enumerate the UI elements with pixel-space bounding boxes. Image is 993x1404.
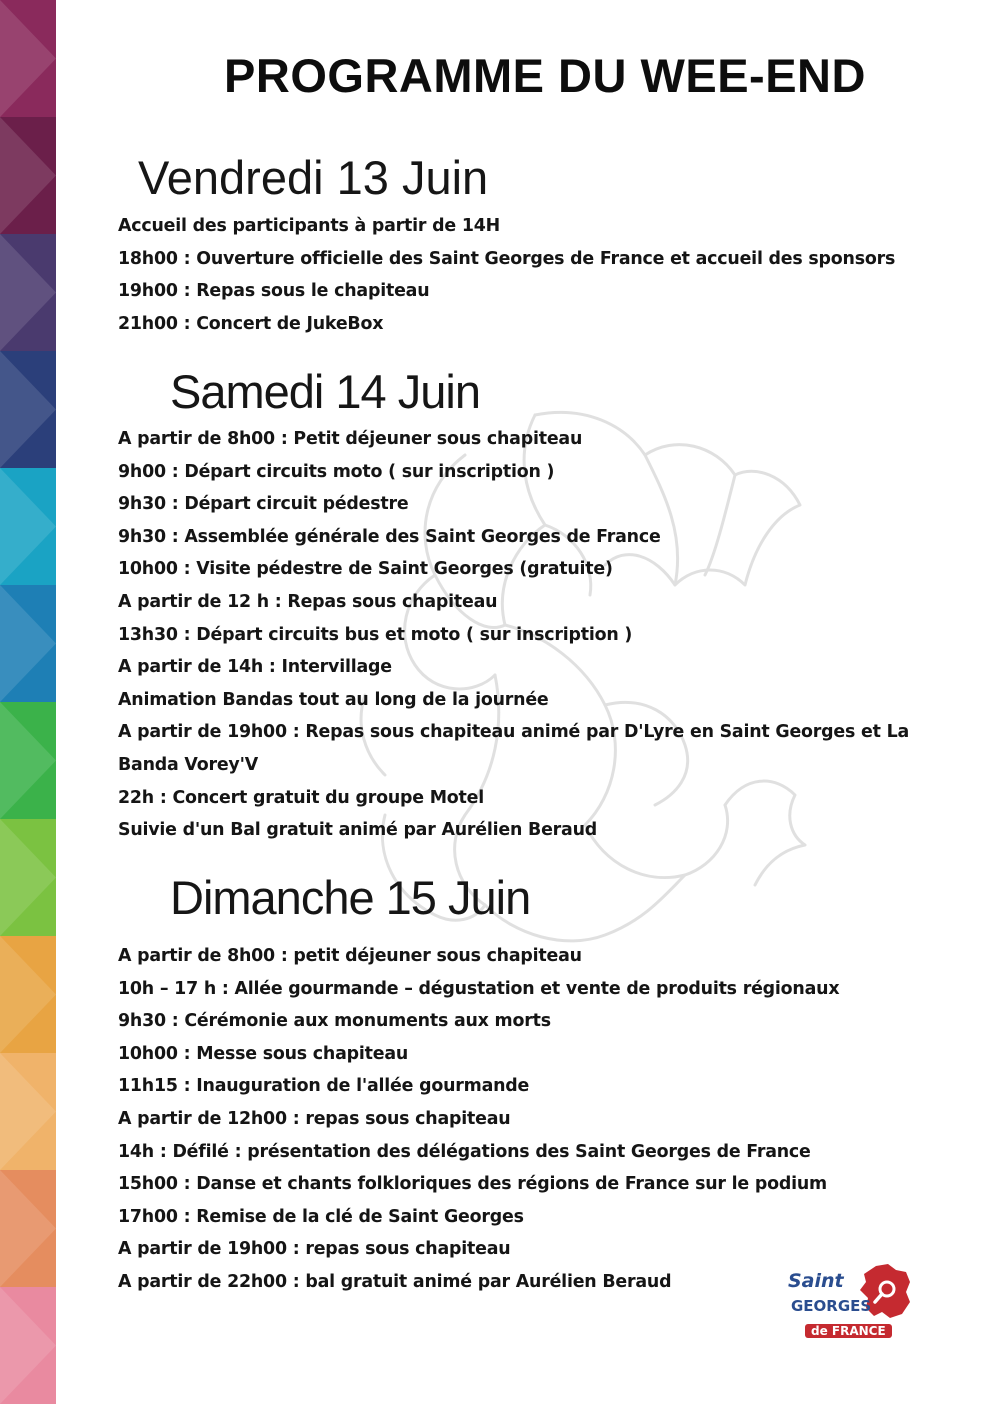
schedule-item: A partir de 14h : Intervillage — [118, 657, 392, 678]
schedule-item: 14h : Défilé : présentation des délégations des Saint Georges de France — [118, 1141, 811, 1162]
schedule-item: Accueil des participants à partir de 14H — [118, 216, 500, 236]
schedule-item: 22h : Concert gratuit du groupe Motel — [118, 787, 485, 808]
schedule-item: A partir de 8h00 : Petit déjeuner sous chapiteau — [118, 429, 583, 449]
schedule-item: 9h00 : Départ circuits moto ( sur inscription ) — [118, 461, 555, 482]
schedule-item: 19h00 : Repas sous le chapiteau — [118, 281, 430, 302]
schedule-item: 10h00 : Messe sous chapiteau — [118, 1043, 409, 1064]
schedule-item: A partir de 12 h : Repas sous chapiteau — [118, 591, 498, 612]
schedule-item: 9h30 : Cérémonie aux monuments aux morts — [118, 1011, 551, 1032]
schedule-item: A partir de 22h00 : bal gratuit animé par Aurélien Beraud — [118, 1271, 672, 1292]
schedule-item: 11h15 : Inauguration de l'allée gourmande — [118, 1076, 530, 1097]
page-title: PROGRAMME DU WEE-END — [224, 49, 866, 102]
saint-georges-de-france-logo — [778, 1260, 913, 1350]
schedule-item: 9h30 : Assemblée générale des Saint Georges de France — [118, 526, 661, 547]
schedule-item: 10h00 : Visite pédestre de Saint Georges (gratuite) — [118, 559, 613, 580]
schedule-item: Banda Vorey'V — [118, 754, 258, 775]
schedule-item: A partir de 19h00 : repas sous chapiteau — [118, 1239, 511, 1260]
logo-text-de-france: de FRANCE — [805, 1324, 892, 1338]
decorative-side-stripe — [0, 0, 56, 1404]
schedule-list-dimanche — [118, 940, 839, 1299]
schedule-item: Animation Bandas tout au long de la journée — [118, 689, 549, 710]
day-heading-samedi: Samedi 14 Juin — [170, 365, 480, 418]
logo-text-georges: GEORGES — [791, 1297, 872, 1315]
schedule-list-vendredi — [118, 210, 895, 340]
schedule-item: 17h00 : Remise de la clé de Saint Georges — [118, 1206, 524, 1227]
schedule-item: 21h00 : Concert de JukeBox — [118, 313, 384, 334]
schedule-item: A partir de 8h00 : petit déjeuner sous chapiteau — [118, 946, 582, 966]
day-heading-vendredi: Vendredi 13 Juin — [138, 151, 489, 204]
schedule-item: 15h00 : Danse et chants folkloriques des régions de France sur le podium — [118, 1174, 827, 1195]
day-heading-dimanche: Dimanche 15 Juin — [170, 871, 531, 924]
schedule-item: 10h – 17 h : Allée gourmande – dégustation et vente de produits régionaux — [118, 978, 840, 999]
schedule-item: 18h00 : Ouverture officielle des Saint Georges de France et accueil des sponsors — [118, 248, 896, 269]
schedule-list-samedi — [118, 423, 909, 847]
schedule-item: 9h30 : Départ circuit pédestre — [118, 494, 409, 515]
schedule-item: Suivie d'un Bal gratuit animé par Aurélien Beraud — [118, 820, 598, 841]
schedule-item: 13h30 : Départ circuits bus et moto ( sur inscription ) — [118, 624, 633, 645]
schedule-item: A partir de 12h00 : repas sous chapiteau — [118, 1108, 511, 1129]
logo-text-saint: Saint — [788, 1270, 844, 1292]
schedule-item: A partir de 19h00 : Repas sous chapiteau animé par D'Lyre en Saint Georges et La — [118, 722, 909, 743]
